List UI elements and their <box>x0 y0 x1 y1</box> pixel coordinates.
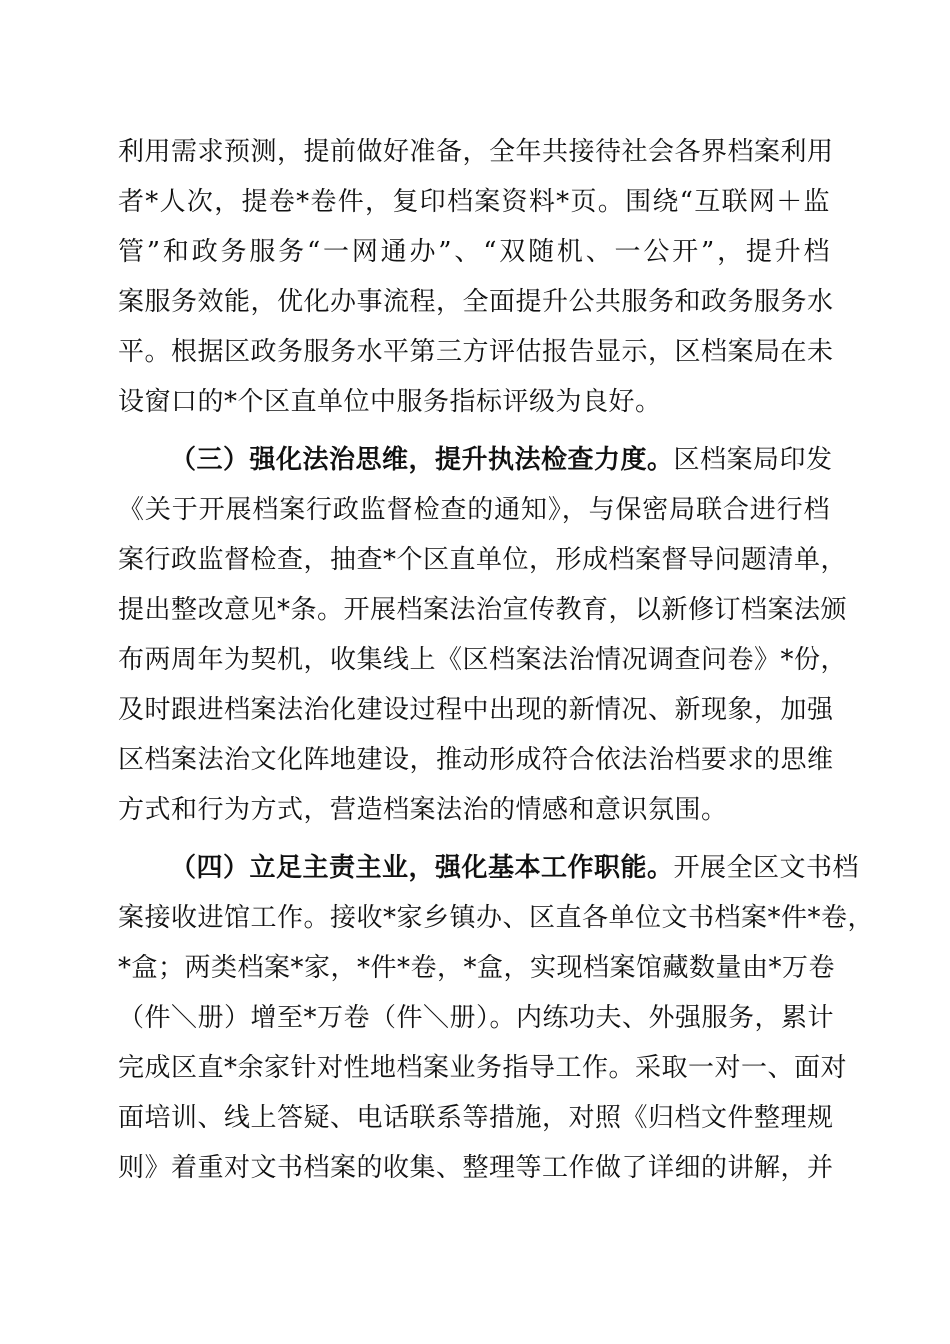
paragraph-2-line-8: 方式和行为方式，营造档案法治的情感和意识氛围。 <box>118 795 728 825</box>
paragraph-2-line-1-text: 区档案局印发 <box>673 445 833 475</box>
paragraph-2-line-4: 提出整改意见*条。开展档案法治宣传教育，以新修订档案法颁 <box>118 595 848 625</box>
paragraph-3-line-2: 案接收进馆工作。接收*家乡镇办、区直各单位文书档案*件*卷， <box>118 903 875 933</box>
paragraph-2-line-6: 及时跟进档案法治化建设过程中出现的新情况、新现象，加强 <box>118 695 834 725</box>
paragraph-1-line-1: 利用需求预测，提前做好准备，全年共接待社会各界档案利用 <box>118 137 834 167</box>
paragraph-1-line-3: 管”和政务服务“一网通办”、“双随机、一公开”，提升档 <box>118 237 830 267</box>
paragraph-2-line-7: 区档案法治文化阵地建设，推动形成符合依法治档要求的思维 <box>118 745 834 775</box>
paragraph-3-line-6: 面培训、线上答疑、电话联系等措施，对照《归档文件整理规 <box>118 1103 834 1133</box>
paragraph-3-line-1-text: 开展全区文书档 <box>673 853 860 883</box>
paragraph-1-line-5: 平。根据区政务服务水平第三方评估报告显示，区档案局在未 <box>118 337 834 367</box>
paragraph-1-line-4: 案服务效能，优化办事流程，全面提升公共服务和政务服务水 <box>118 287 834 317</box>
paragraph-3-line-5: 完成区直*余家针对性地档案业务指导工作。采取一对一、面对 <box>118 1053 848 1083</box>
paragraph-1-line-6: 设窗口的*个区直单位中服务指标评级为良好。 <box>118 387 662 417</box>
paragraph-2-line-5: 布两周年为契机，收集线上《区档案法治情况调查问卷》*份， <box>118 645 848 675</box>
paragraph-1-line-2: 者*人次，提卷*卷件，复印档案资料*页。围绕“互联网＋监 <box>118 187 830 217</box>
paragraph-3-line-1 <box>170 844 860 892</box>
paragraph-2-line-2: 《关于开展档案行政监督检查的通知》，与保密局联合进行档 <box>118 495 830 525</box>
section-4-heading: （四）立足主责主业，强化基本工作职能。 <box>170 853 674 883</box>
paragraph-2-line-1 <box>170 436 833 484</box>
paragraph-3-line-4: （件＼册）增至*万卷（件＼册）。内练功夫、外强服务，累计 <box>118 1003 835 1033</box>
paragraph-3-line-7: 则》着重对文书档案的收集、整理等工作做了详细的讲解，并 <box>118 1153 834 1183</box>
section-3-heading: （三）强化法治思维，提升执法检查力度。 <box>170 445 674 475</box>
paragraph-2-line-3: 案行政监督检查，抽查*个区直单位，形成档案督导问题清单， <box>118 545 848 575</box>
paragraph-3-line-3: *盒；两类档案*家，*件*卷，*盒，实现档案馆藏数量由*万卷 <box>118 953 836 983</box>
